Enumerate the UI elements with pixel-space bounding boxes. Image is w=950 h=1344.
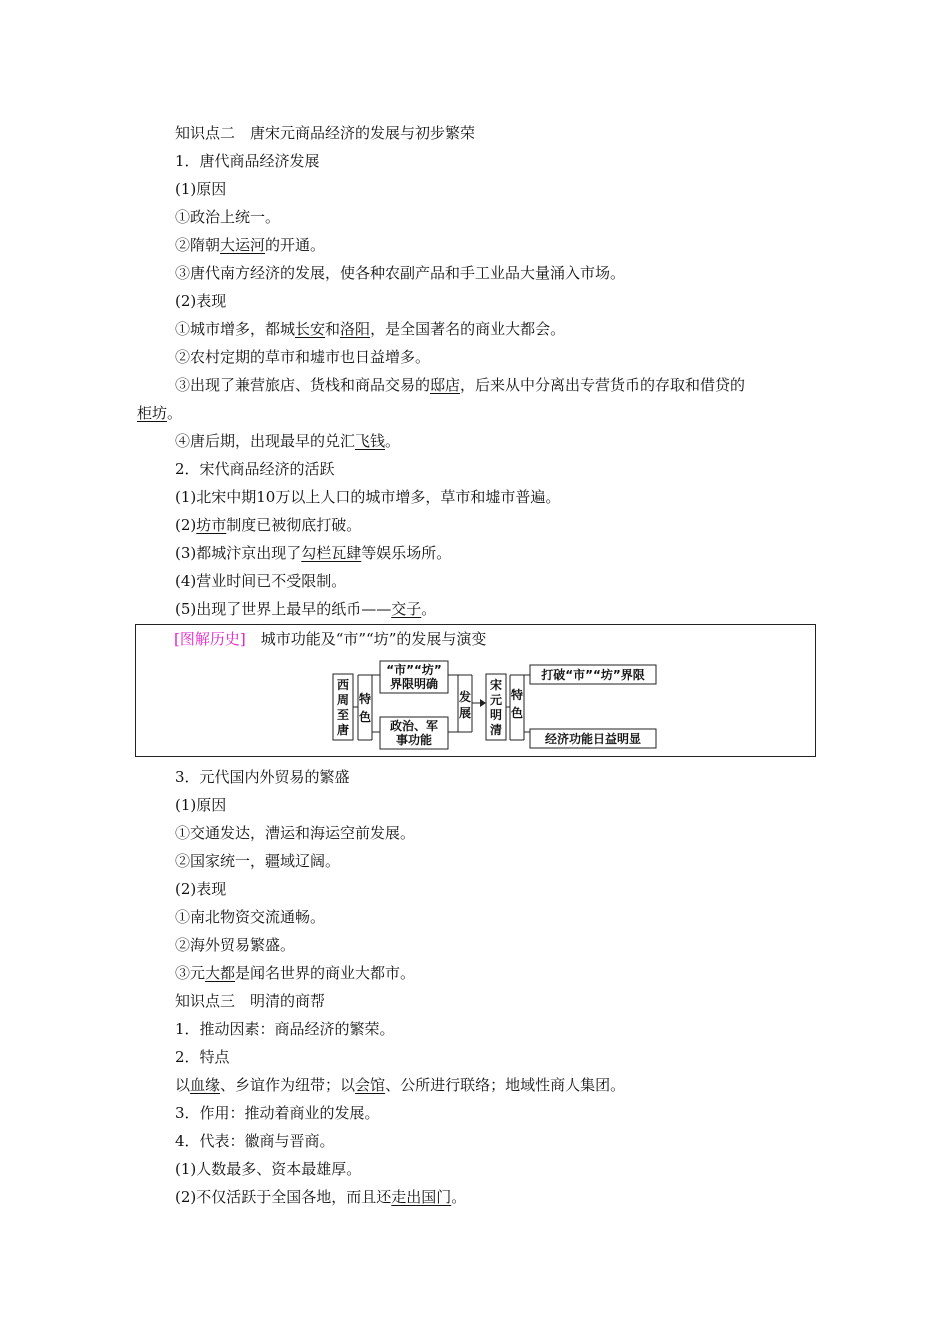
list-item: ②农村定期的草市和墟市也日益增多。 xyxy=(175,348,431,366)
list-item: ③出现了兼营旅店、货栈和商品交易的邸店，后来从中分离出专营货币的存取和借贷的 xyxy=(175,376,746,394)
box-tang-char: 周 xyxy=(336,693,350,707)
box-tang-char: 至 xyxy=(336,708,350,722)
key-term: 血缘 xyxy=(190,1076,221,1094)
key-term: 邸店 xyxy=(430,376,461,394)
list-item: 以血缘、乡谊作为纽带；以会馆、公所进行联络；地域性商人集团。 xyxy=(175,1076,626,1094)
tese-char: 色 xyxy=(358,710,372,724)
figure-label: [图解历史] xyxy=(174,630,246,648)
list-item: 3．作用：推动着商业的发展。 xyxy=(175,1104,380,1122)
box-politics-text: 事功能 xyxy=(395,733,433,747)
list-item: (4)营业时间已不受限制。 xyxy=(175,572,347,590)
box-tang-char: 西 xyxy=(336,678,350,692)
list-item: (1)北宋中期10万以上人口的城市增多，草市和墟市普遍。 xyxy=(175,488,561,506)
list-item: ①南北物资交流通畅。 xyxy=(175,908,326,926)
key-term: 交子 xyxy=(391,600,422,618)
list-item-continued: 柜坊。 xyxy=(137,404,183,422)
list-item: (2)坊市制度已被彻底打破。 xyxy=(175,516,362,534)
list-item: ③元大都是闻名世界的商业大都市。 xyxy=(175,964,416,982)
key-term: 勾栏瓦肆 xyxy=(301,544,362,562)
key-term: 长安 xyxy=(295,320,326,338)
box-politics-text: 政治、军 xyxy=(389,719,439,733)
tese2-char: 特 xyxy=(510,688,524,702)
box-economic-text: 经济功能日益明显 xyxy=(544,732,642,746)
figure-box xyxy=(135,624,816,757)
section-heading-3: 知识点三 明清的商帮 xyxy=(175,992,326,1010)
list-item: ①交通发达，漕运和海运空前发展。 xyxy=(175,824,416,842)
key-term: 走出国门 xyxy=(391,1188,452,1206)
subsection-title: 1．唐代商品经济发展 xyxy=(175,152,320,170)
list-item: ①城市增多，都城长安和洛阳，是全国著名的商业大都会。 xyxy=(175,320,566,338)
key-term: 洛阳 xyxy=(340,320,371,338)
list-item: 2．特点 xyxy=(175,1048,230,1066)
key-term: 大都 xyxy=(205,964,236,982)
key-term: 柜坊 xyxy=(137,404,168,422)
list-item: ④唐后期，出现最早的兑汇飞钱。 xyxy=(175,432,401,450)
box-shifang-text: 界限明确 xyxy=(389,677,439,691)
key-term: 大运河 xyxy=(220,236,266,254)
list-item: ③唐代南方经济的发展，使各种农副产品和手工业品大量涌入市场。 xyxy=(175,264,626,282)
arrow-icon xyxy=(480,699,486,707)
list-item: (1)人数最多、资本最雄厚。 xyxy=(175,1160,362,1178)
box-song-char: 清 xyxy=(489,723,503,737)
box-song-char: 宋 xyxy=(489,678,503,692)
item-title: (2)表现 xyxy=(175,880,227,898)
list-item: 4．代表：徽商与晋商。 xyxy=(175,1132,335,1150)
section-heading-2: 知识点二 唐宋元商品经济的发展与初步繁荣 xyxy=(175,124,476,142)
flow-diagram xyxy=(136,625,817,758)
box-song-char: 明 xyxy=(489,708,503,722)
item-title: (1)原因 xyxy=(175,796,227,814)
list-item: (3)都城汴京出现了勾栏瓦肆等娱乐场所。 xyxy=(175,544,452,562)
fazhan-char: 展 xyxy=(458,706,472,720)
subsection-title: 3．元代国内外贸易的繁盛 xyxy=(175,768,350,786)
subsection-title: 2．宋代商品经济的活跃 xyxy=(175,460,335,478)
item-title: (1)原因 xyxy=(175,180,227,198)
key-term: 坊市 xyxy=(196,516,227,534)
box-tang-char: 唐 xyxy=(336,723,350,737)
box-song-char: 元 xyxy=(489,693,503,707)
box-break-text: 打破“市”“坊”界限 xyxy=(541,668,645,682)
list-item: ②隋朝大运河的开通。 xyxy=(175,236,326,254)
fazhan-char: 发 xyxy=(458,690,472,704)
list-item: ①政治上统一。 xyxy=(175,208,281,226)
item-title: (2)表现 xyxy=(175,292,227,310)
key-term: 会馆 xyxy=(355,1076,386,1094)
list-item: 1．推动因素：商品经济的繁荣。 xyxy=(175,1020,395,1038)
list-item: (2)不仅活跃于全国各地，而且还走出国门。 xyxy=(175,1188,467,1206)
tese2-char: 色 xyxy=(510,706,524,720)
list-item: ②海外贸易繁盛。 xyxy=(175,936,296,954)
list-item: (5)出现了世界上最早的纸币——交子。 xyxy=(175,600,437,618)
box-shifang-text: “市”“坊” xyxy=(386,663,442,677)
figure-caption: [图解历史] 城市功能及“市”“坊”的发展与演变 xyxy=(174,630,487,648)
tese-char: 特 xyxy=(358,692,372,706)
key-term: 飞钱 xyxy=(355,432,386,450)
list-item: ②国家统一，疆域辽阔。 xyxy=(175,852,341,870)
